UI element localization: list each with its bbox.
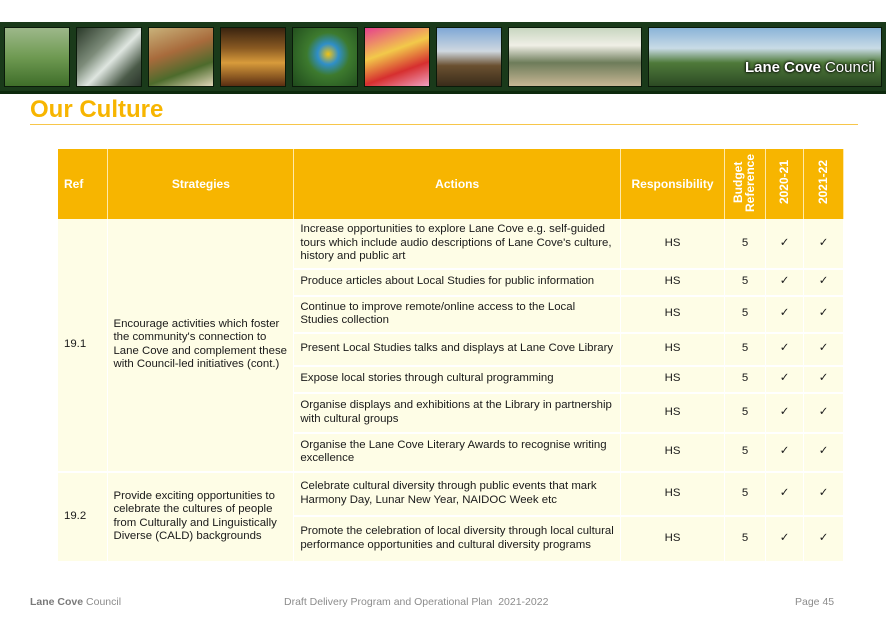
action-cell: Organise displays and exhibitions at the Library in partnership with cultural groups [294, 393, 621, 433]
banner-photo-park [4, 27, 70, 87]
budget-cell: 5 [725, 366, 766, 393]
check-2020-21: ✓ [766, 516, 804, 562]
action-cell: Expose local stories through cultural programming [294, 366, 621, 393]
banner-photo-building [436, 27, 502, 87]
strategy-cell-19-2: Provide exciting opportunities to celebrate the cultures of people from Culturally and Linguistically Diverse (CALD) backgrounds [108, 472, 294, 562]
footer-org-strong: Lane Cove [30, 596, 84, 608]
banner-photo-dancer [364, 27, 430, 87]
brand-light: Council [824, 58, 875, 76]
ref-cell-19-1: 19.1 [58, 219, 108, 472]
budget-cell: 5 [725, 472, 766, 516]
footer-doc-title: Draft Delivery Program and Operational Plan [284, 596, 493, 608]
check-2020-21: ✓ [766, 366, 804, 393]
header-ref: Ref [58, 149, 108, 219]
check-2021-22: ✓ [803, 393, 843, 433]
check-2020-21: ✓ [766, 393, 804, 433]
footer-doc-years: 2021-2022 [498, 596, 549, 608]
responsibility-cell: HS [621, 219, 725, 269]
responsibility-cell: HS [621, 433, 725, 472]
action-cell: Present Local Studies talks and displays at Lane Cove Library [294, 333, 621, 366]
responsibility-cell: HS [621, 393, 725, 433]
check-2020-21: ✓ [766, 333, 804, 366]
budget-cell: 5 [725, 296, 766, 333]
check-2021-22: ✓ [803, 433, 843, 472]
budget-cell: 5 [725, 269, 766, 296]
action-cell: Organise the Lane Cove Literary Awards to recognise writing excellence [294, 433, 621, 472]
footer-org-light: Council [86, 596, 122, 608]
table-row [58, 219, 844, 269]
brand-strong: Lane Cove [744, 58, 821, 76]
action-cell: Produce articles about Local Studies for public information [294, 269, 621, 296]
banner-photo-harbour [648, 27, 882, 87]
budget-cell: 5 [725, 433, 766, 472]
check-2021-22: ✓ [803, 269, 843, 296]
header-banner [0, 22, 886, 94]
header-strategies: Strategies [108, 149, 294, 219]
table-row [58, 472, 844, 516]
responsibility-cell: HS [621, 366, 725, 393]
brand-logo [745, 59, 875, 76]
check-2020-21: ✓ [766, 269, 804, 296]
footer-doc [284, 596, 548, 608]
culture-plan-table [58, 149, 844, 563]
header-year-1-label: 2020-21 [777, 160, 792, 205]
action-cell: Increase opportunities to explore Lane Cove e.g. self-guided tours which include audio descriptions of Lane Cove's culture, history and public art [294, 219, 621, 269]
page-title: Our Culture [30, 96, 164, 123]
budget-cell: 5 [725, 393, 766, 433]
banner-photo-performers [148, 27, 214, 87]
banner-photo-lorikeet [292, 27, 358, 87]
header-responsibility: Responsibility [621, 149, 725, 219]
check-2021-22: ✓ [803, 366, 843, 393]
header-year-2-label: 2021-22 [816, 160, 831, 205]
check-2021-22: ✓ [803, 219, 843, 269]
table-header-row [58, 149, 844, 219]
check-2021-22: ✓ [803, 333, 843, 366]
strategy-cell-19-1: Encourage activities which foster the community's connection to Lane Cove and complement these with Council-led initiatives (cont.) [108, 219, 294, 472]
header-budget [725, 149, 766, 219]
action-cell: Celebrate cultural diversity through public events that mark Harmony Day, Lunar New Year, NAIDOC Week etc [294, 472, 621, 516]
header-year-2 [803, 149, 843, 219]
footer-page-number: Page 45 [795, 596, 835, 608]
responsibility-cell: HS [621, 472, 725, 516]
responsibility-cell: HS [621, 269, 725, 296]
check-2020-21: ✓ [766, 472, 804, 516]
check-2021-22: ✓ [803, 516, 843, 562]
action-cell: Promote the celebration of local diversity through local cultural performance opportunities and cultural diversity programs [294, 516, 621, 562]
header-budget-label: Budget Reference [731, 153, 757, 212]
ref-cell-19-2: 19.2 [58, 472, 108, 562]
footer-org [30, 596, 121, 608]
budget-cell: 5 [725, 333, 766, 366]
responsibility-cell: HS [621, 516, 725, 562]
action-cell: Continue to improve remote/online access to the Local Studies collection [294, 296, 621, 333]
check-2020-21: ✓ [766, 296, 804, 333]
check-2021-22: ✓ [803, 472, 843, 516]
responsibility-cell: HS [621, 296, 725, 333]
budget-cell: 5 [725, 516, 766, 562]
title-divider [30, 124, 858, 125]
banner-photo-waterfall [76, 27, 142, 87]
budget-cell: 5 [725, 219, 766, 269]
check-2021-22: ✓ [803, 296, 843, 333]
responsibility-cell: HS [621, 333, 725, 366]
check-2020-21: ✓ [766, 433, 804, 472]
check-2020-21: ✓ [766, 219, 804, 269]
header-actions: Actions [294, 149, 621, 219]
header-year-1 [766, 149, 804, 219]
banner-photo-plaza [508, 27, 642, 87]
banner-photo-market [220, 27, 286, 87]
